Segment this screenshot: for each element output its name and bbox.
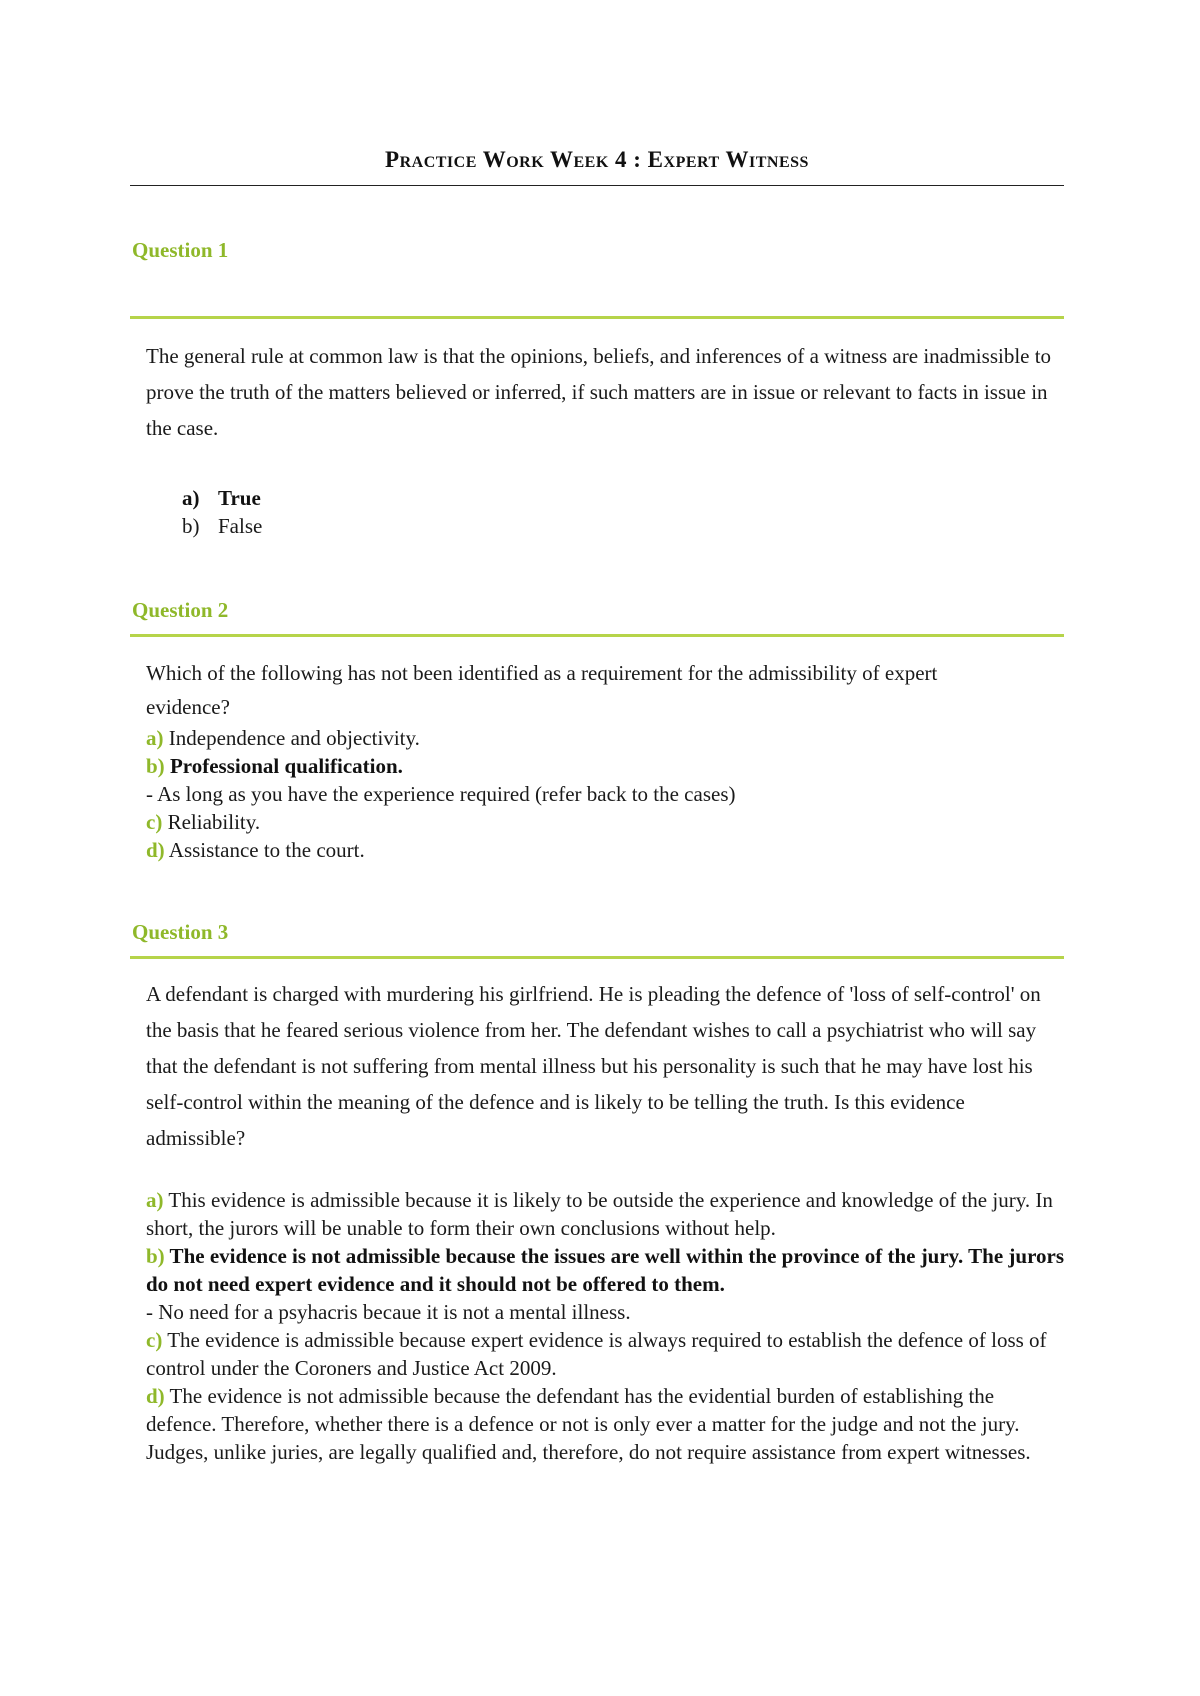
question-1-options — [182, 484, 262, 540]
option-text: Independence and objectivity. — [163, 726, 420, 750]
question-2-note: - As long as you have the experience required (refer back to the cases) — [146, 782, 736, 806]
option-letter: a) — [146, 1188, 164, 1212]
question-3-option-d — [146, 1382, 1066, 1466]
option-letter: d) — [146, 1384, 165, 1408]
option-letter: b) — [146, 1244, 165, 1268]
option-text: Reliability. — [162, 810, 261, 834]
question-3-note: - No need for a psyhacris becaue it is not a mental illness. — [146, 1300, 631, 1324]
question-2-divider — [130, 634, 1064, 637]
question-2-option-d — [146, 836, 1066, 864]
question-3-option-a — [146, 1186, 1066, 1242]
option-text: The evidence is not admissible because the issues are well within the province of the jury. The jurors do not need expert evidence and it should not be offered to them. — [146, 1244, 1065, 1296]
question-2-option-c — [146, 808, 1066, 836]
option-text: This evidence is admissible because it is likely to be outside the experience and knowledge of the jury. In short, the jurors will be unable to form their own conclusions without help. — [146, 1188, 1053, 1240]
question-3-options — [146, 1186, 1066, 1466]
question-3-option-c — [146, 1326, 1066, 1382]
option-text: True — [218, 486, 261, 510]
question-3-option-b — [146, 1242, 1066, 1298]
option-letter: c) — [146, 810, 163, 834]
option-letter: d) — [146, 838, 165, 862]
question-1-heading: Question 1 — [132, 238, 229, 262]
page-title: Practice Work Week 4 : Expert Witness — [385, 147, 809, 172]
question-3-divider — [130, 956, 1064, 959]
question-2-option-b — [146, 752, 1066, 780]
question-1-option-a — [182, 484, 262, 512]
question-2-text: Which of the following has not been identified as a requirement for the admissibility of expert evidence? — [146, 661, 938, 719]
option-letter: a) — [182, 486, 200, 510]
question-1-option-b — [182, 512, 262, 540]
option-letter: c) — [146, 1328, 163, 1352]
option-letter: b) — [146, 754, 165, 778]
option-letter: b) — [182, 514, 200, 538]
option-text: Professional qualification. — [164, 754, 403, 778]
option-letter: a) — [146, 726, 164, 750]
option-text: False — [218, 514, 263, 538]
question-3-heading: Question 3 — [132, 920, 229, 944]
question-2-body — [146, 656, 1066, 864]
question-2-option-a — [146, 724, 1066, 752]
question-2-heading: Question 2 — [132, 598, 229, 622]
option-text: The evidence is admissible because expert evidence is always required to establish the defence of loss of control under the Coroners and Justice Act 2009. — [146, 1328, 1047, 1380]
option-text: The evidence is not admissible because the defendant has the evidential burden of establishing the defence. Therefore, whether there is a defence or not is only ever a matter for the judge and not the jury. Judges, unlike juries, are legally qualified and, therefore, do not require assistance from expert witnesses. — [146, 1384, 1031, 1464]
title-divider — [130, 185, 1064, 186]
question-1-text: The general rule at common law is that the opinions, beliefs, and inferences of a witness are inadmissible to prove the truth of the matters believed or inferred, if such matters are in issue or relevant to facts in issue in the case. — [146, 344, 1052, 440]
question-1-divider — [130, 316, 1064, 319]
option-text: Assistance to the court. — [164, 838, 365, 862]
question-3-text: A defendant is charged with murdering his girlfriend. He is pleading the defence of 'loss of self-control' on the basis that he feared serious violence from her. The defendant wishes to call a psychiatrist who will say that the defendant is not suffering from mental illness but his personality is such that he may have lost his self-control within the meaning of the defence and is likely to be telling the truth. Is this evidence admissible? — [146, 982, 1041, 1150]
